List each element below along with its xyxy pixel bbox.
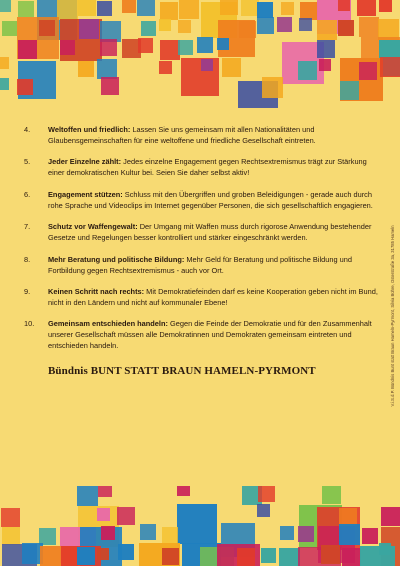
mosaic-square bbox=[261, 548, 276, 563]
item-text bbox=[48, 318, 384, 351]
mosaic-square bbox=[162, 548, 179, 565]
item-number: 8. bbox=[24, 254, 31, 264]
mosaic-square bbox=[17, 79, 33, 95]
mosaic-square bbox=[79, 19, 99, 39]
item-body: Mit Demokratiefeinden darf es keine Kooperation geben nicht im Bund, nicht in den Ländern und nicht auf kommunaler Ebene! bbox=[48, 286, 378, 307]
mosaic-square bbox=[339, 524, 360, 545]
item-text bbox=[48, 286, 384, 308]
mosaic-square bbox=[342, 548, 361, 566]
mosaic-square bbox=[160, 40, 180, 60]
mosaic-square bbox=[262, 77, 283, 98]
list-item bbox=[24, 254, 384, 276]
mosaic-square bbox=[321, 545, 340, 564]
mosaic-square bbox=[100, 39, 117, 56]
item-text bbox=[48, 124, 384, 146]
list-item bbox=[24, 189, 384, 211]
mosaic-square bbox=[181, 58, 219, 96]
list-item bbox=[24, 124, 384, 146]
mosaic-square bbox=[257, 17, 274, 34]
list-item bbox=[24, 156, 384, 178]
item-number: 9. bbox=[24, 286, 31, 296]
mosaic-square bbox=[77, 486, 98, 506]
mosaic-square bbox=[39, 20, 55, 36]
list-item bbox=[24, 318, 384, 351]
mosaic-square bbox=[179, 0, 199, 19]
mosaic-square bbox=[197, 37, 213, 53]
item-heading: Gemeinsam entschieden handeln: bbox=[48, 319, 168, 329]
item-number: 10. bbox=[24, 319, 35, 329]
mosaic-square bbox=[299, 18, 312, 31]
demands-list bbox=[24, 124, 384, 377]
mosaic-square bbox=[381, 507, 400, 526]
item-heading: Schutz vor Waffengewalt: bbox=[48, 222, 138, 232]
mosaic-square bbox=[379, 0, 392, 12]
item-heading: Jeder Einzelne zählt: bbox=[48, 157, 122, 167]
imprint-text: V.i.S.d.P. Bündnis Bunt statt Braun Hameln-Pyrmont, Silvia Bühre, Osterstraße 3a, 31785 Hameln bbox=[390, 225, 395, 407]
mosaic-square bbox=[97, 1, 112, 16]
item-body: Gegen die Feinde der Demokratie und für den Zusammenhalt unserer Gesellschaft müssen alle Demokratinnen und Demokraten gemeinsam eintreten und entschieden handeln. bbox=[48, 319, 372, 351]
mosaic-square bbox=[222, 58, 241, 77]
alliance-signature: Bündnis BUNT STATT BRAUN HAMELN-PYRMONT bbox=[48, 365, 316, 378]
item-heading: Weltoffen und friedlich: bbox=[48, 125, 131, 134]
mosaic-square bbox=[201, 59, 213, 71]
mosaic-square bbox=[317, 20, 337, 40]
item-text bbox=[48, 254, 384, 276]
mosaic-square bbox=[137, 0, 155, 16]
mosaic-square bbox=[178, 20, 191, 33]
mosaic-square bbox=[380, 57, 400, 77]
item-number: 6. bbox=[24, 189, 31, 199]
mosaic-square bbox=[277, 17, 292, 32]
mosaic-square bbox=[217, 38, 229, 50]
mosaic-square bbox=[0, 57, 9, 69]
mosaic-square bbox=[220, 0, 238, 15]
mosaic-square bbox=[118, 544, 134, 560]
mosaic-square bbox=[122, 0, 136, 13]
mosaic-square bbox=[78, 0, 96, 16]
mosaic-square bbox=[140, 524, 156, 540]
mosaic-square bbox=[162, 527, 178, 543]
mosaic-square bbox=[177, 504, 217, 544]
mosaic-square bbox=[338, 0, 350, 11]
mosaic-square bbox=[97, 508, 110, 521]
mosaic-square bbox=[298, 526, 314, 542]
item-text bbox=[48, 189, 384, 211]
mosaic-square bbox=[117, 507, 135, 525]
mosaic-square bbox=[298, 61, 317, 80]
mosaic-square bbox=[78, 61, 94, 77]
mosaic-square bbox=[338, 20, 354, 36]
item-number: 7. bbox=[24, 222, 31, 232]
mosaic-square bbox=[362, 528, 378, 544]
item-body: Schluss mit den Übergriffen und groben Beleidigungen - gerade auch durch rohe Sprache und Videoclips im Internet gegenüber Personen, die sich gesellschaftlich engagieren. bbox=[48, 189, 373, 210]
item-heading: Mehr Beratung und politische Bildung: bbox=[48, 254, 185, 264]
mosaic-square bbox=[2, 527, 20, 545]
mosaic-square bbox=[280, 526, 294, 540]
item-heading: Keinen Schritt nach rechts: bbox=[48, 286, 145, 296]
mosaic-square bbox=[97, 59, 117, 79]
list-item bbox=[24, 221, 384, 243]
mosaic-square bbox=[177, 486, 190, 496]
mosaic-square bbox=[98, 486, 112, 497]
item-heading: Engagement stützen: bbox=[48, 189, 123, 199]
mosaic-square bbox=[340, 81, 359, 100]
item-body: Der Umgang mit Waffen muss durch rigorose Anwendung bestehender Gesetze und Regelungen besser kontrolliert und stärker eingeschränkt werden. bbox=[48, 222, 372, 243]
item-text bbox=[48, 221, 384, 243]
mosaic-square bbox=[101, 77, 119, 95]
mosaic-square bbox=[281, 2, 294, 15]
item-text bbox=[48, 156, 384, 178]
mosaic-square bbox=[359, 17, 379, 37]
item-body: Lassen Sie uns gemeinsam mit allen Nationalitäten und Glaubensgemeinschaften für eine weltoffene und friedliche Gesellschaft eintreten. bbox=[48, 125, 316, 145]
list-item bbox=[24, 286, 384, 308]
mosaic-square bbox=[322, 486, 341, 504]
item-body: Jedes einzelne Engagement gegen Rechtsextremismus trägt zur Stärkung einer demokratischen Kultur bei. Seien Sie daher selbst aktiv! bbox=[48, 157, 367, 178]
mosaic-square bbox=[18, 40, 37, 59]
item-body: Mehr Geld für Beratung und politische Bildung und Fortbildung gegen Rechtsextremismus - auch vor Ort. bbox=[48, 254, 352, 275]
mosaic-square bbox=[160, 2, 178, 20]
mosaic-square bbox=[1, 508, 20, 527]
mosaic-square bbox=[0, 78, 9, 90]
mosaic-square bbox=[159, 61, 172, 74]
mosaic-square bbox=[319, 59, 331, 71]
mosaic-square bbox=[317, 40, 335, 58]
mosaic-square bbox=[18, 1, 34, 17]
mosaic-square bbox=[2, 21, 17, 36]
mosaic-square bbox=[178, 40, 193, 55]
item-number: 4. bbox=[24, 125, 31, 134]
mosaic-square bbox=[97, 548, 109, 560]
mosaic-square bbox=[138, 38, 153, 53]
mosaic-square bbox=[60, 40, 75, 55]
mosaic-square bbox=[279, 548, 300, 566]
mosaic-square bbox=[0, 0, 11, 12]
mosaic-square bbox=[257, 2, 273, 18]
mosaic-square bbox=[359, 62, 377, 80]
mosaic-square bbox=[77, 547, 95, 565]
mosaic-square bbox=[101, 526, 115, 540]
mosaic-square bbox=[57, 0, 78, 20]
mosaic-square bbox=[141, 21, 156, 36]
mosaic-square bbox=[159, 19, 171, 31]
bottom-decorative-band bbox=[0, 486, 400, 566]
mosaic-square bbox=[258, 486, 275, 502]
top-decorative-band bbox=[0, 0, 400, 108]
item-number: 5. bbox=[24, 157, 31, 167]
mosaic-square bbox=[357, 0, 376, 16]
mosaic-square bbox=[257, 504, 270, 517]
mosaic-square bbox=[237, 548, 255, 566]
mosaic-square bbox=[239, 21, 256, 38]
mosaic-square bbox=[379, 543, 391, 555]
